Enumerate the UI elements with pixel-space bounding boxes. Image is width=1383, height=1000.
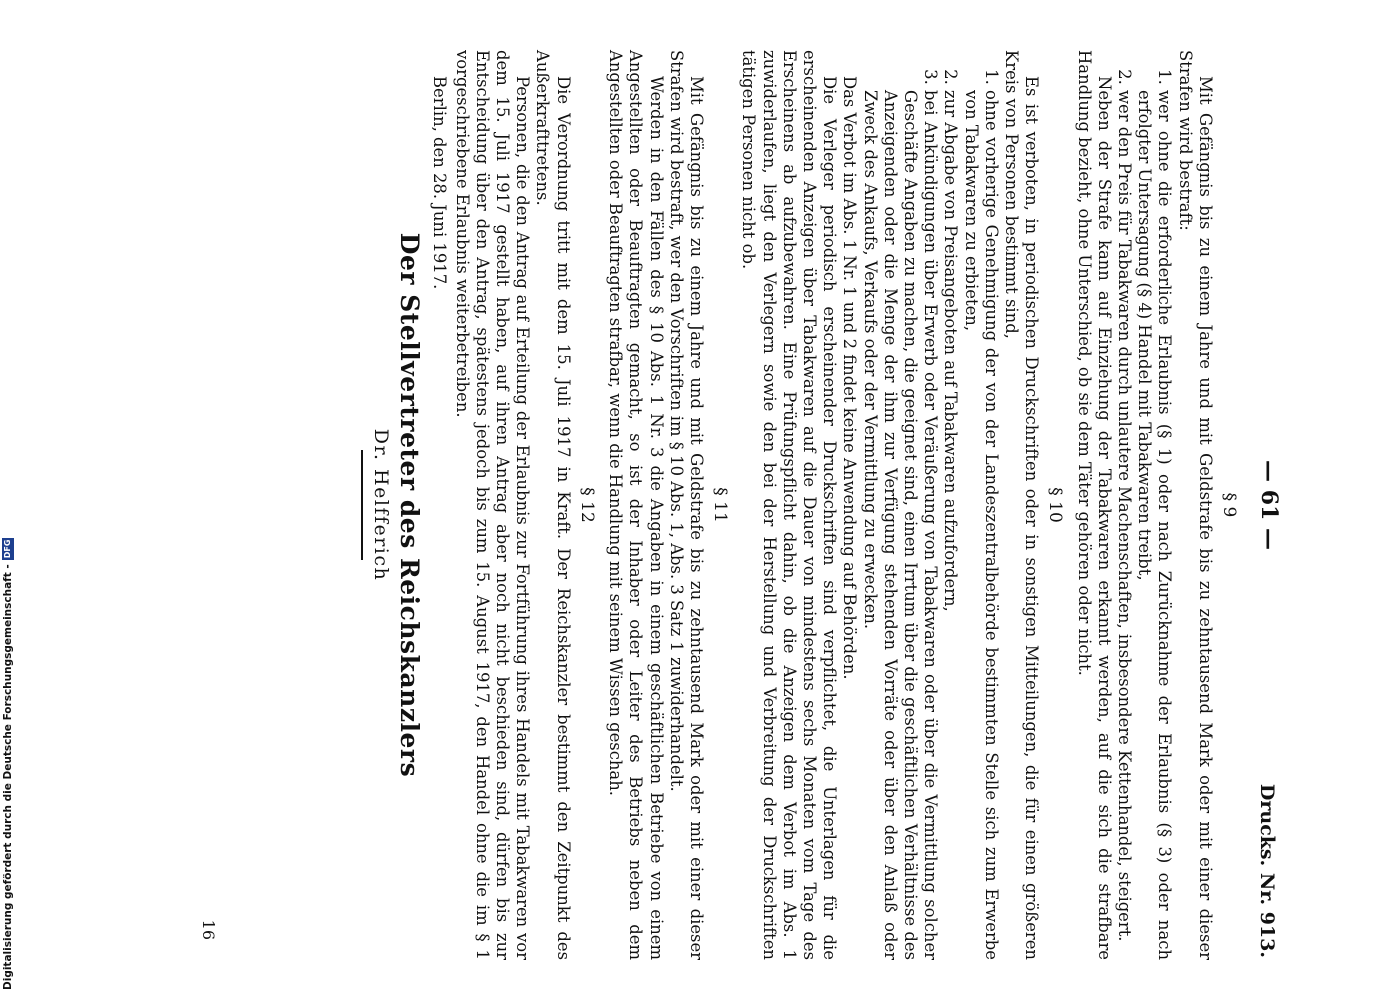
section-list [859, 50, 1000, 960]
section-intro: Mit Gefängnis bis zu einem Jahre und mit Geldstrafe bis zu zehntausend Mark oder mit einer dieser Strafen wird bestraft: [1175, 50, 1215, 960]
digitization-note [2, 538, 14, 990]
document-reference: Drucks. Nr. 913. [1256, 783, 1278, 958]
section-10 [738, 50, 1065, 960]
section-9 [1073, 50, 1239, 960]
section-heading: § 12 [576, 487, 597, 523]
document-page [190, 0, 1295, 1000]
page-header [1247, 50, 1281, 960]
section-paragraph: Die Verleger periodisch erscheinender Druckschriften sind verpflichtet, die Unterlagen für die erscheinenden Anzeigen über Tabakwaren auf die Dauer von mindestens sechs Monaten vom Tage des Erscheinens ab aufzubewahren. Eine Prüfungspflicht dahin, ob die Anzeigen dem Verbot im Abs. 1 zuwiderlaufen, liegt den Verlegern sowie den bei der Herstellung und Verbreitung der Druckschriften tätigen Personen nicht ob. [739, 50, 840, 960]
section-intro: Es ist verboten, in periodischen Druckschriften oder in sonstigen Mitteilungen, die für einen größeren Kreis von Personen bestimmt sind, [1001, 50, 1042, 960]
section-paragraph: Mit Gefängnis bis zu einem Jahre und mit Geldstrafe bis zu zehntausend Mark oder mit einer dieser Strafen wird bestraft, wer den Vorschriften im § 10 Abs. 1, Abs. 3 Satz 1 zuwiderhandelt. [666, 50, 706, 960]
footer-page-number: 16 [199, 919, 219, 940]
section-paragraph: Personen, die den Antrag auf Erteilung der Erlaubnis zur Fortführung ihres Handels mit Tabakwaren vor dem 15. Juli 1917 gestellt haben, auf ihren Antrag aber noch nicht beschieden sind, dürfen bis zur Entscheidung über den Antrag, spätestens jedoch bis zum 15. August 1917, den Handel ohne die im § 1 vorgeschriebene Erlaubnis weiterbetreiben. [452, 50, 533, 960]
section-paragraph: Die Verordnung tritt mit dem 15. Juli 1917 in Kraft. Der Reichskanzler bestimmt den Zeitpunkt des Außerkrafttretens. [533, 50, 573, 960]
page-number: — 61 — [1256, 460, 1282, 550]
list-item: 2. wer den Preis für Tabakwaren durch unlautere Machenschaften, insbesondere Kettenhandel, steigert. [1114, 90, 1134, 960]
signature-name: Dr. Helfferich [370, 428, 393, 582]
place-date: Berlin, den 28. Juni 1917. [430, 76, 450, 290]
section-heading: § 9 [1219, 492, 1239, 518]
section-12 [451, 50, 596, 960]
signature-title: Der Stellvertreter des Reichskanzlers [395, 232, 425, 778]
section-11 [605, 50, 730, 960]
list-item: 1. wer ohne die erforderliche Erlaubnis (§ 1) oder nach Zurücknahme der Erlaubnis (§ 3) oder nach erfolgter Untersagung (§ 4) Handel mit Tabakwaren treibt, [1134, 90, 1174, 960]
section-paragraph: Werden in den Fällen des § 10 Abs. 1 Nr. 3 die Angaben in einem geschäftlichen Betriebe von einem Angestellten oder Beauftragten gemacht, so ist der Inhaber oder Leiter des Betriebs neben dem Angestellten oder Beauftragten strafbar, wenn die Handlung mit seinem Wissen geschah. [606, 50, 666, 960]
list-item: 1. ohne vorherige Genehmigung der von der Landeszentralbehörde bestimmten Stelle sich zum Erwerbe von Tabakwaren zu erbieten, [960, 90, 1000, 960]
section-heading: § 10 [1045, 487, 1066, 523]
section-paragraph: Das Verbot im Abs. 1 Nr. 1 und 2 findet keine Anwendung auf Behörden. [840, 76, 860, 680]
digitization-text: Digitalisierung gefördert durch die Deutsche Forschungsgemeinschaft - [2, 564, 14, 990]
section-heading: § 11 [710, 487, 731, 523]
section-paragraph: Neben der Strafe kann auf Einziehung der Tabakwaren erkannt werden, auf die sich die strafbare Handlung bezieht, ohne Unterschied, ob sie dem Täter gehören oder nicht. [1074, 50, 1114, 960]
section-list [1114, 50, 1175, 960]
list-item: 3. bei Ankündigungen über Erwerb oder Veräußerung von Tabakwaren oder über die Vermittlung solcher Geschäfte Angaben zu machen, die geeignet sind, einen Irrtum über die geschäftlichen Verhältnisse des Anzeigenden oder die Menge der ihm zur Verfügung stehenden Vorräte oder über den Anlaß oder Zweck des Ankaufs, Verkaufs oder der Vermittlung zu erwecken. [859, 90, 940, 960]
list-item: 2. zur Abgabe von Preisangeboten auf Tabakwaren aufzufordern, [940, 90, 960, 960]
dfg-logo: DFG [3, 539, 12, 559]
signature-rule [361, 450, 363, 560]
